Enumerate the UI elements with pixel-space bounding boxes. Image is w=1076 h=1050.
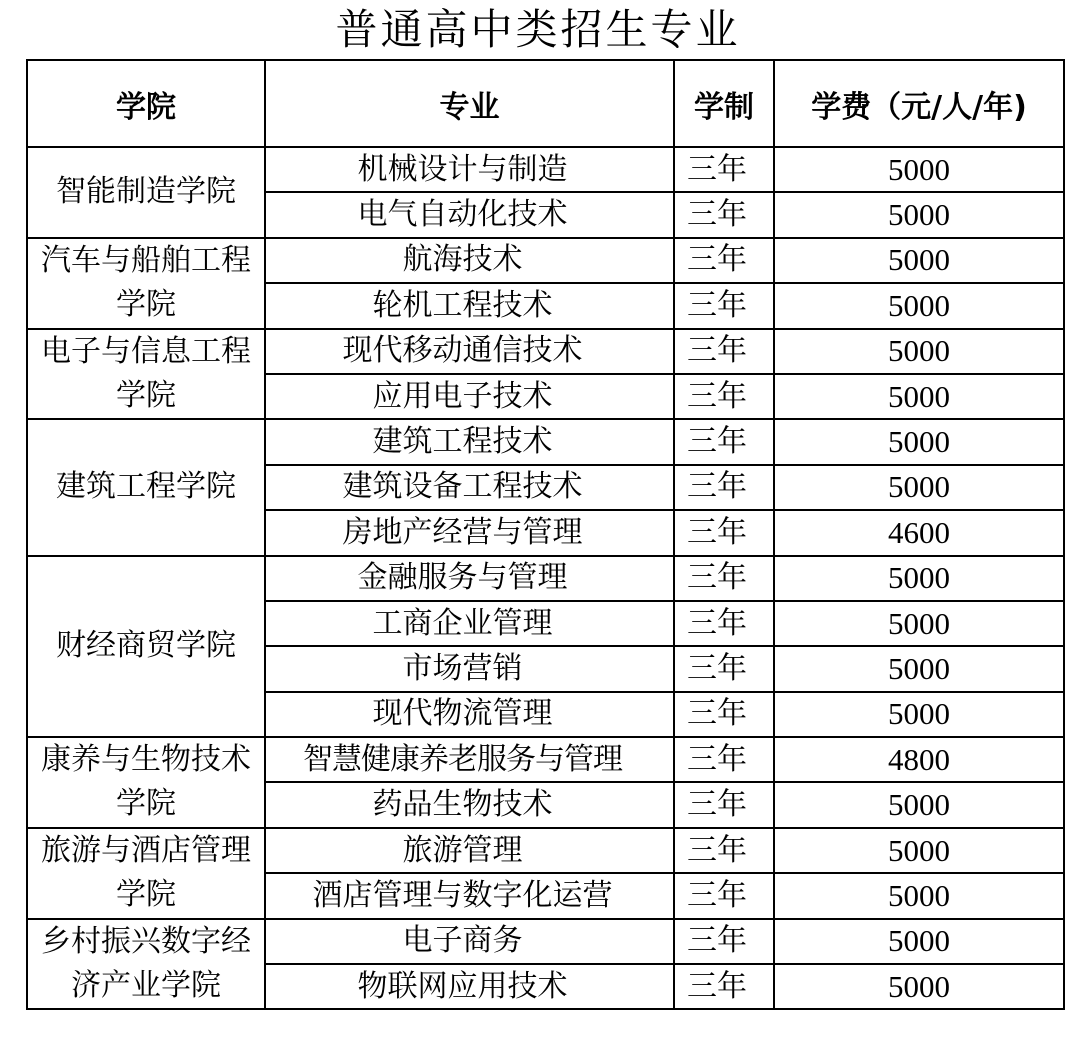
fee-cell: 5000 (774, 147, 1064, 192)
major-cell: 金融服务与管理 (265, 556, 674, 601)
fee-cell: 5000 (774, 828, 1064, 873)
header-major: 专业 (265, 60, 674, 147)
table-row (27, 919, 1064, 964)
duration-cell: 三年 (674, 646, 774, 691)
major-cell: 市场营销 (265, 646, 674, 691)
major-cell: 机械设计与制造 (265, 147, 674, 192)
table-row (27, 419, 1064, 464)
table-row (27, 147, 1064, 192)
duration-cell: 三年 (674, 692, 774, 737)
fee-cell: 5000 (774, 192, 1064, 237)
major-cell: 药品生物技术 (265, 782, 674, 827)
majors-table (26, 59, 1065, 1010)
duration-cell: 三年 (674, 964, 774, 1009)
fee-cell: 5000 (774, 283, 1064, 328)
fee-cell: 5000 (774, 238, 1064, 283)
major-cell: 建筑设备工程技术 (265, 465, 674, 510)
duration-cell: 三年 (674, 147, 774, 192)
duration-cell: 三年 (674, 828, 774, 873)
major-cell: 建筑工程技术 (265, 419, 674, 464)
major-cell: 电子商务 (265, 919, 674, 964)
major-cell: 房地产经营与管理 (265, 510, 674, 555)
major-cell: 物联网应用技术 (265, 964, 674, 1009)
header-row (27, 60, 1064, 147)
fee-cell: 5000 (774, 964, 1064, 1009)
duration-cell: 三年 (674, 737, 774, 782)
fee-cell: 5000 (774, 556, 1064, 601)
college-cell: 旅游与酒店管理学院 (27, 828, 265, 919)
page-title: 普通高中类招生专业 (335, 5, 741, 54)
duration-cell: 三年 (674, 238, 774, 283)
fee-cell: 5000 (774, 873, 1064, 918)
duration-cell: 三年 (674, 510, 774, 555)
college-cell: 康养与生物技术学院 (27, 737, 265, 828)
duration-cell: 三年 (674, 465, 774, 510)
table-row (27, 238, 1064, 283)
fee-cell: 4800 (774, 737, 1064, 782)
fee-cell: 5000 (774, 919, 1064, 964)
fee-cell: 5000 (774, 374, 1064, 419)
major-cell: 现代物流管理 (265, 692, 674, 737)
duration-cell: 三年 (674, 419, 774, 464)
fee-cell: 5000 (774, 419, 1064, 464)
college-cell: 电子与信息工程学院 (27, 329, 265, 420)
fee-cell: 5000 (774, 782, 1064, 827)
major-cell: 酒店管理与数字化运营 (265, 873, 674, 918)
college-cell: 财经商贸学院 (27, 556, 265, 738)
major-cell: 航海技术 (265, 238, 674, 283)
major-cell: 工商企业管理 (265, 601, 674, 646)
table-row (27, 329, 1064, 374)
major-cell: 现代移动通信技术 (265, 329, 674, 374)
header-college: 学院 (27, 60, 265, 147)
major-cell: 旅游管理 (265, 828, 674, 873)
duration-cell: 三年 (674, 283, 774, 328)
table-row (27, 828, 1064, 873)
duration-cell: 三年 (674, 919, 774, 964)
table-row (27, 556, 1064, 601)
fee-cell: 4600 (774, 510, 1064, 555)
duration-cell: 三年 (674, 873, 774, 918)
duration-cell: 三年 (674, 329, 774, 374)
major-cell: 轮机工程技术 (265, 283, 674, 328)
duration-cell: 三年 (674, 192, 774, 237)
fee-cell: 5000 (774, 329, 1064, 374)
major-cell: 电气自动化技术 (265, 192, 674, 237)
duration-cell: 三年 (674, 374, 774, 419)
fee-cell: 5000 (774, 646, 1064, 691)
fee-cell: 5000 (774, 692, 1064, 737)
header-fee: 学费（元/人/年) (774, 60, 1064, 147)
duration-cell: 三年 (674, 782, 774, 827)
major-cell: 应用电子技术 (265, 374, 674, 419)
college-cell: 汽车与船舶工程学院 (27, 238, 265, 329)
major-cell: 智慧健康养老服务与管理 (265, 737, 674, 782)
table-row (27, 737, 1064, 782)
duration-cell: 三年 (674, 556, 774, 601)
duration-cell: 三年 (674, 601, 774, 646)
college-cell: 智能制造学院 (27, 147, 265, 238)
fee-cell: 5000 (774, 465, 1064, 510)
header-duration: 学制 (674, 60, 774, 147)
college-cell: 乡村振兴数字经济产业学院 (27, 919, 265, 1010)
college-cell: 建筑工程学院 (27, 419, 265, 555)
fee-cell: 5000 (774, 601, 1064, 646)
